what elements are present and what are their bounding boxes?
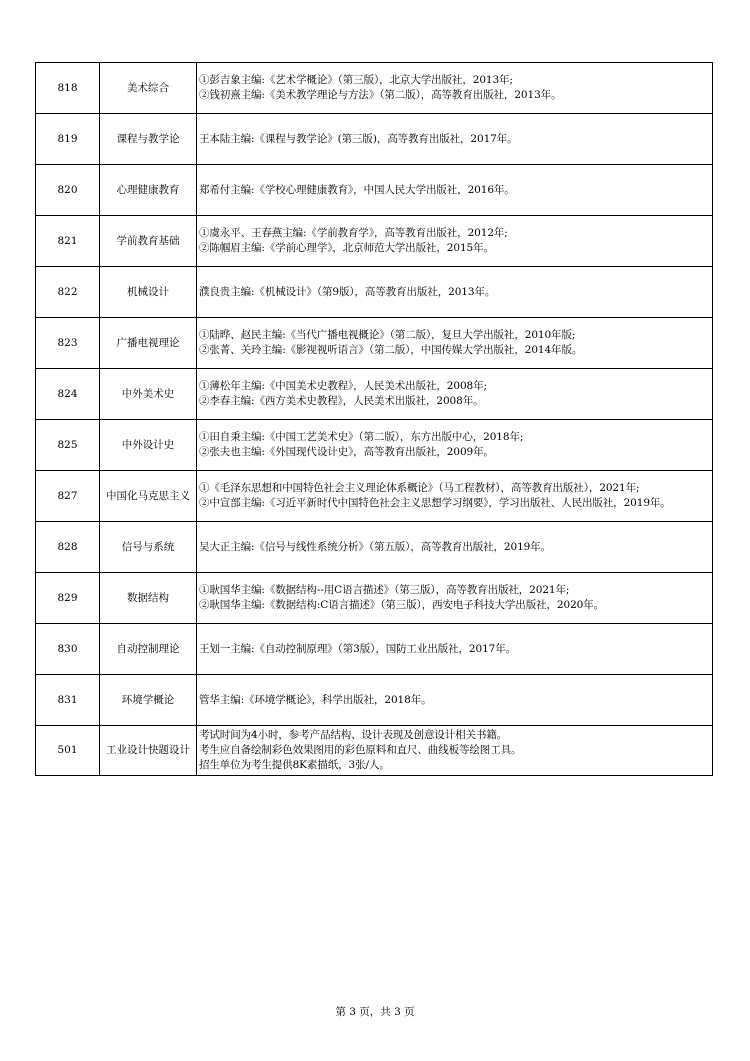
- reference-line: ①彭吉象主编:《艺术学概论》（第三版），北京大学出版社，2013年;: [199, 74, 513, 86]
- table-row: [36, 726, 713, 776]
- reference-line: ②张夫也主编:《外国现代设计史》，高等教育出版社，2009年。: [199, 446, 494, 458]
- reference-line: 王划一主编:《自动控制原理》（第3版），国防工业出版社，2017年。: [199, 642, 517, 655]
- subject-code: 825: [36, 420, 100, 471]
- subject-code: 822: [36, 267, 100, 318]
- reference-books: [197, 114, 713, 165]
- reference-books: [197, 420, 713, 471]
- table-row: [36, 624, 713, 675]
- reference-books: [197, 318, 713, 369]
- reference-line: 考生应自备绘制彩色效果图用的彩色原料和直尺、曲线板等绘图工具。: [199, 744, 522, 756]
- subject-name: 心理健康教育: [100, 165, 197, 216]
- table-row: [36, 522, 713, 573]
- reference-books: [197, 267, 713, 318]
- table-row: [36, 165, 713, 216]
- table-row: [36, 420, 713, 471]
- subject-code: 818: [36, 63, 100, 114]
- subject-name: 信号与系统: [100, 522, 197, 573]
- reference-line: ①薄松年主编:《中国美术史教程》，人民美术出版社，2008年;: [199, 380, 487, 392]
- page-footer: 第 3 页，共 3 页: [335, 1006, 415, 1018]
- reference-line: 王本陆主编:《课程与教学论》(第三版)，高等教育出版社，2017年。: [199, 132, 518, 145]
- reference-line: 濮良贵主编:《机械设计》（第9版），高等教育出版社，2013年。: [199, 285, 496, 298]
- reference-books: [197, 165, 713, 216]
- subject-code: 831: [36, 675, 100, 726]
- reference-line: ①田自秉主编:《中国工艺美术史》（第二版），东方出版中心，2018年;: [199, 431, 524, 443]
- reference-line: ②陈帼眉主编:《学前心理学》，北京师范大学出版社，2015年。: [199, 242, 494, 254]
- reference-line: 郑希付主编:《学校心理健康教育》，中国人民大学出版社，2016年。: [199, 183, 515, 196]
- reference-line: ①耿国华主编:《数据结构--用C语言描述》（第三版），高等教育出版社，2021年;: [199, 584, 570, 596]
- subject-code: 501: [36, 726, 100, 776]
- reference-books-table: [35, 62, 713, 776]
- table-row: [36, 675, 713, 726]
- reference-line: 吴大正主编:《信号与线性系统分析》（第五版），高等教育出版社，2019年。: [199, 540, 552, 553]
- reference-line: ②钱初熹主编:《美术教学理论与方法》（第二版），高等教育出版社，2013年。: [199, 89, 562, 101]
- table-row: [36, 573, 713, 624]
- table-row: [36, 471, 713, 522]
- reference-line: ②李春主编:《西方美术史教程》，人民美术出版社，2008年。: [199, 395, 484, 407]
- reference-books: [197, 63, 713, 114]
- reference-books: [197, 369, 713, 420]
- reference-line: ①陆晔、赵民主编:《当代广播电视概论》（第二版），复旦大学出版社，2010年版;: [199, 329, 576, 341]
- subject-name: 学前教育基础: [100, 216, 197, 267]
- reference-line: 考试时间为4小时，参考产品结构、设计表现及创意设计相关书籍。: [199, 729, 508, 741]
- subject-name: 课程与教学论: [100, 114, 197, 165]
- reference-line: ②耿国华主编:《数据结构:C语言描述》（第三版），西安电子科技大学出版社，2020年。: [199, 599, 605, 611]
- reference-books: [197, 216, 713, 267]
- reference-books: [197, 624, 713, 675]
- table-body: [36, 63, 713, 776]
- table-row: [36, 114, 713, 165]
- reference-books: [197, 726, 713, 776]
- subject-code: 820: [36, 165, 100, 216]
- subject-code: 829: [36, 573, 100, 624]
- reference-line: ②张菁、关玲主编:《影视视听语言》（第二版），中国传媒大学出版社，2014年版。: [199, 344, 583, 356]
- subject-name: 美术综合: [100, 63, 197, 114]
- subject-name: 中外美术史: [100, 369, 197, 420]
- subject-name: 环境学概论: [100, 675, 197, 726]
- subject-code: 830: [36, 624, 100, 675]
- subject-name: 中外设计史: [100, 420, 197, 471]
- reference-line: 管华主编:《环境学概论》，科学出版社，2018年。: [199, 693, 432, 706]
- subject-code: 819: [36, 114, 100, 165]
- table-row: [36, 318, 713, 369]
- subject-code: 823: [36, 318, 100, 369]
- subject-name: 自动控制理论: [100, 624, 197, 675]
- reference-books: [197, 675, 713, 726]
- subject-code: 821: [36, 216, 100, 267]
- subject-code: 827: [36, 471, 100, 522]
- table-row: [36, 63, 713, 114]
- reference-books: [197, 522, 713, 573]
- reference-line: ②中宣部主编:《习近平新时代中国特色社会主义思想学习纲要》，学习出版社、人民出版社，2019年。: [199, 497, 671, 509]
- table-row: [36, 216, 713, 267]
- subject-name: 工业设计快题设计: [100, 726, 197, 776]
- reference-line: 招生单位为考生提供8K素描纸，3张/人。: [199, 759, 390, 771]
- subject-code: 824: [36, 369, 100, 420]
- reference-books: [197, 573, 713, 624]
- reference-line: ①《毛泽东思想和中国特色社会主义理论体系概论》（马工程教材），高等教育出版社），2021年;: [199, 482, 640, 494]
- table-row: [36, 369, 713, 420]
- reference-books: [197, 471, 713, 522]
- subject-name: 数据结构: [100, 573, 197, 624]
- subject-name: 广播电视理论: [100, 318, 197, 369]
- subject-name: 中国化马克思主义: [100, 471, 197, 522]
- subject-code: 828: [36, 522, 100, 573]
- reference-line: ①虞永平、王春燕主编:《学前教育学》，高等教育出版社，2012年;: [199, 227, 508, 239]
- table-row: [36, 267, 713, 318]
- subject-name: 机械设计: [100, 267, 197, 318]
